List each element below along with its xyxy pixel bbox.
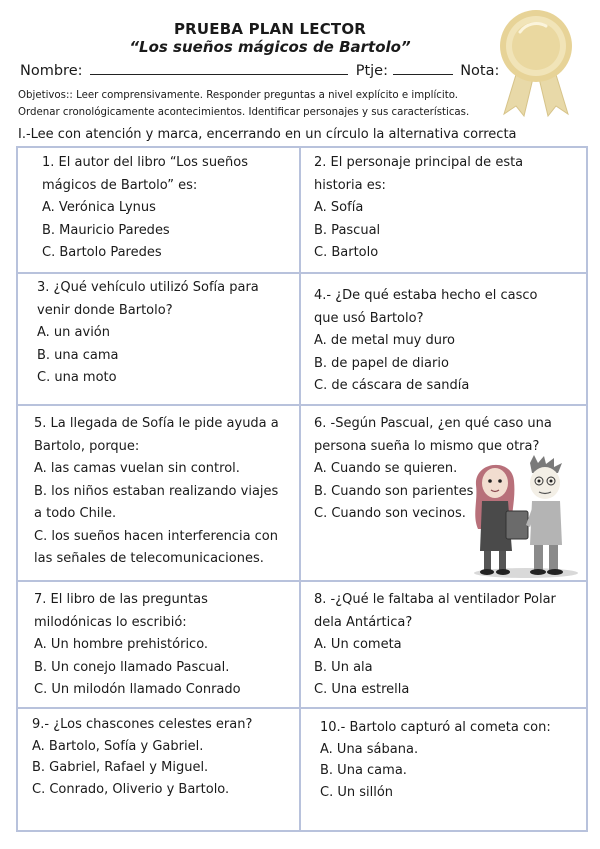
question-text: historia es: bbox=[314, 177, 386, 193]
student-fields bbox=[20, 63, 499, 79]
question-1 bbox=[42, 152, 248, 265]
option-b[interactable]: B. Gabriel, Rafael y Miguel. bbox=[32, 760, 209, 775]
book-title: “Los sueños mágicos de Bartolo” bbox=[129, 38, 411, 56]
question-text: 2. El personaje principal de esta bbox=[314, 155, 524, 170]
option-c[interactable]: C. los sueños hacen interferencia con bbox=[34, 528, 279, 544]
option-b[interactable]: B. Mauricio Paredes bbox=[42, 222, 170, 238]
question-text: 8. -¿Qué le faltaba al ventilador Polar bbox=[314, 592, 556, 607]
option-c[interactable]: C. Una estrella bbox=[314, 682, 410, 697]
question-text: mágicos de Bartolo” es: bbox=[42, 177, 198, 193]
question-4 bbox=[314, 285, 538, 398]
grid-divider bbox=[18, 707, 586, 709]
option-c[interactable]: C. Bartolo Paredes bbox=[42, 245, 162, 260]
option-c[interactable]: C. Un sillón bbox=[320, 784, 394, 800]
grid-divider bbox=[18, 404, 586, 406]
question-text: 10.- Bartolo capturó al cometa con: bbox=[320, 720, 551, 735]
grid-divider bbox=[299, 148, 301, 272]
grid-divider bbox=[299, 272, 301, 404]
question-3 bbox=[37, 277, 259, 390]
kids-reading-illustration bbox=[468, 455, 580, 579]
question-text: dela Antártica? bbox=[314, 614, 413, 630]
question-text: venir donde Bartolo? bbox=[37, 302, 173, 318]
instructions: I.-Lee con atención y marca, encerrando en un círculo la alternativa correcta bbox=[18, 127, 517, 142]
question-7 bbox=[34, 589, 241, 702]
option-a[interactable]: A. Sofía bbox=[314, 200, 364, 215]
option-b-continued[interactable]: a todo Chile. bbox=[34, 506, 117, 521]
option-b[interactable]: B. Pascual bbox=[314, 222, 381, 238]
option-b[interactable]: B. los niños estaban realizando viajes bbox=[34, 483, 279, 499]
option-a[interactable]: A. Un hombre prehistórico. bbox=[34, 637, 209, 652]
option-b[interactable]: B. Una cama. bbox=[320, 763, 407, 778]
objectives-line: Ordenar cronológicamente acontecimientos. Identificar personajes y sus características. bbox=[18, 107, 470, 118]
option-a[interactable]: A. las camas vuelan sin control. bbox=[34, 461, 240, 476]
option-b[interactable]: B. una cama bbox=[37, 347, 119, 363]
question-2 bbox=[314, 152, 523, 265]
question-5 bbox=[34, 413, 279, 571]
question-9 bbox=[32, 714, 252, 800]
option-a[interactable]: A. de metal muy duro bbox=[314, 333, 456, 348]
option-b[interactable]: B. Cuando son parientes bbox=[314, 483, 474, 499]
question-text: persona sueña lo mismo que otra? bbox=[314, 438, 540, 454]
option-c[interactable]: C. Un milodón llamado Conrado bbox=[34, 682, 241, 697]
question-text: 1. El autor del libro “Los sueños bbox=[42, 155, 249, 170]
option-a[interactable]: A. Cuando se quieren. bbox=[314, 461, 458, 476]
grid-divider bbox=[18, 272, 586, 274]
option-a[interactable]: A. un avión bbox=[37, 325, 111, 340]
question-text: milodónicas lo escribió: bbox=[34, 614, 187, 630]
name-label: Nombre: bbox=[20, 63, 83, 79]
score-label: Ptje: bbox=[355, 63, 388, 79]
grid-divider bbox=[299, 404, 301, 580]
option-b[interactable]: B. de papel de diario bbox=[314, 355, 449, 371]
option-a[interactable]: A. Un cometa bbox=[314, 637, 402, 652]
score-input[interactable] bbox=[393, 73, 453, 75]
option-c[interactable]: C. una moto bbox=[37, 370, 117, 385]
grid-divider bbox=[299, 707, 301, 832]
question-text: 5. La llegada de Sofía le pide ayuda a bbox=[34, 416, 279, 431]
option-c[interactable]: C. Bartolo bbox=[314, 245, 379, 260]
question-text: 9.- ¿Los chascones celestes eran? bbox=[32, 717, 253, 732]
option-a[interactable]: A. Verónica Lynus bbox=[42, 200, 156, 215]
option-b[interactable]: B. Un ala bbox=[314, 659, 373, 675]
option-c-continued[interactable]: las señales de telecomunicaciones. bbox=[34, 551, 264, 566]
option-c[interactable]: C. Conrado, Oliverio y Bartolo. bbox=[32, 781, 230, 797]
grid-divider bbox=[18, 580, 586, 582]
question-text: 6. -Según Pascual, ¿en qué caso una bbox=[314, 416, 552, 431]
option-a[interactable]: A. Bartolo, Sofía y Gabriel. bbox=[32, 738, 204, 754]
page-title: PRUEBA PLAN LECTOR bbox=[173, 20, 367, 38]
question-text: 7. El libro de las preguntas bbox=[34, 592, 208, 607]
grade-label: Nota: bbox=[460, 63, 500, 79]
question-10 bbox=[320, 717, 551, 803]
question-text: Bartolo, porque: bbox=[34, 438, 140, 454]
option-c[interactable]: C. Cuando son vecinos. bbox=[314, 506, 466, 521]
objectives-line: Objetivos:: Leer comprensivamente. Responder preguntas a nivel explícito e implícito. bbox=[18, 90, 459, 101]
question-text: 3. ¿Qué vehículo utilizó Sofía para bbox=[37, 280, 259, 295]
grid-divider bbox=[299, 580, 301, 707]
option-b[interactable]: B. Un conejo llamado Pascual. bbox=[34, 659, 230, 675]
question-text: que usó Bartolo? bbox=[314, 310, 424, 326]
option-a[interactable]: A. Una sábana. bbox=[320, 741, 419, 757]
option-c[interactable]: C. de cáscara de sandía bbox=[314, 378, 470, 393]
question-text: 4.- ¿De qué estaba hecho el casco bbox=[314, 288, 538, 303]
question-8 bbox=[314, 589, 556, 702]
name-input[interactable] bbox=[90, 73, 348, 75]
objectives bbox=[18, 87, 508, 121]
